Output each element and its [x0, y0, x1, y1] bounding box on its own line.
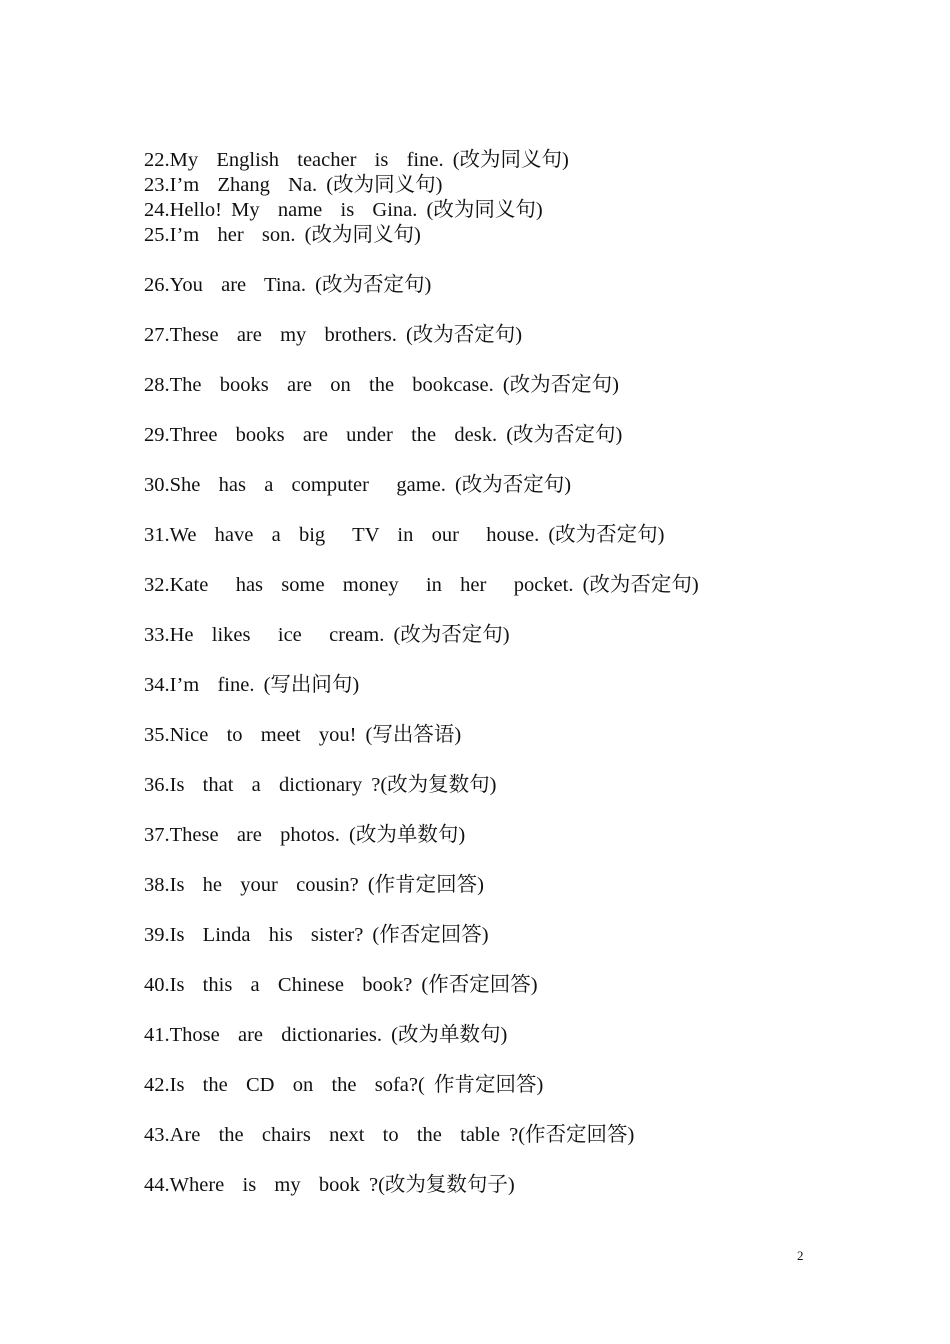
spacer	[144, 998, 844, 1023]
question-26: 26.You are Tina. (改为否定句)	[144, 274, 432, 296]
spacer	[144, 848, 844, 873]
question-43: 43.Are the chairs next to the table ?(作否定回答)	[144, 1124, 635, 1146]
question-24: 24.Hello! My name is Gina. (改为同义句)	[144, 199, 543, 221]
question-44: 44.Where is my book ?(改为复数句子)	[144, 1174, 515, 1196]
spacer	[144, 948, 844, 973]
spacer	[144, 748, 844, 773]
question-36: 36.Is that a dictionary ?(改为复数句)	[144, 774, 497, 796]
spacer	[144, 648, 844, 673]
question-29: 29.Three books are under the desk. (改为否定句)	[144, 424, 623, 446]
spacer	[144, 798, 844, 823]
question-40: 40.Is this a Chinese book? (作否定回答)	[144, 974, 538, 996]
question-23: 23.I’m Zhang Na. (改为同义句)	[144, 174, 443, 196]
question-27: 27.These are my brothers. (改为否定句)	[144, 324, 523, 346]
exercise-list	[144, 148, 844, 1198]
question-25: 25.I’m her son. (改为同义句)	[144, 224, 421, 246]
page-number: 2	[797, 1248, 804, 1263]
spacer	[144, 548, 844, 573]
spacer	[144, 598, 844, 623]
question-28: 28.The books are on the bookcase. (改为否定句)	[144, 374, 619, 396]
question-22: 22.My English teacher is fine. (改为同义句)	[144, 149, 569, 171]
question-32: 32.Kate has some money in her pocket. (改为否定句)	[144, 574, 699, 596]
question-39: 39.Is Linda his sister? (作否定回答)	[144, 924, 489, 946]
spacer	[144, 348, 844, 373]
question-42: 42.Is the CD on the sofa?( 作肯定回答)	[144, 1074, 544, 1096]
spacer	[144, 1048, 844, 1073]
question-34: 34.I’m fine. (写出问句)	[144, 674, 360, 696]
spacer	[144, 1098, 844, 1123]
spacer	[144, 398, 844, 423]
spacer	[144, 248, 844, 273]
question-33: 33.He likes ice cream. (改为否定句)	[144, 624, 510, 646]
spacer	[144, 448, 844, 473]
spacer	[144, 498, 844, 523]
spacer	[144, 298, 844, 323]
question-30: 30.She has a computer game. (改为否定句)	[144, 474, 572, 496]
spacer	[144, 898, 844, 923]
question-31: 31.We have a big TV in our house. (改为否定句)	[144, 524, 665, 546]
question-41: 41.Those are dictionaries. (改为单数句)	[144, 1024, 508, 1046]
question-37: 37.These are photos. (改为单数句)	[144, 824, 466, 846]
question-35: 35.Nice to meet you! (写出答语)	[144, 724, 462, 746]
spacer	[144, 698, 844, 723]
spacer	[144, 1148, 844, 1173]
question-38: 38.Is he your cousin? (作肯定回答)	[144, 874, 485, 896]
